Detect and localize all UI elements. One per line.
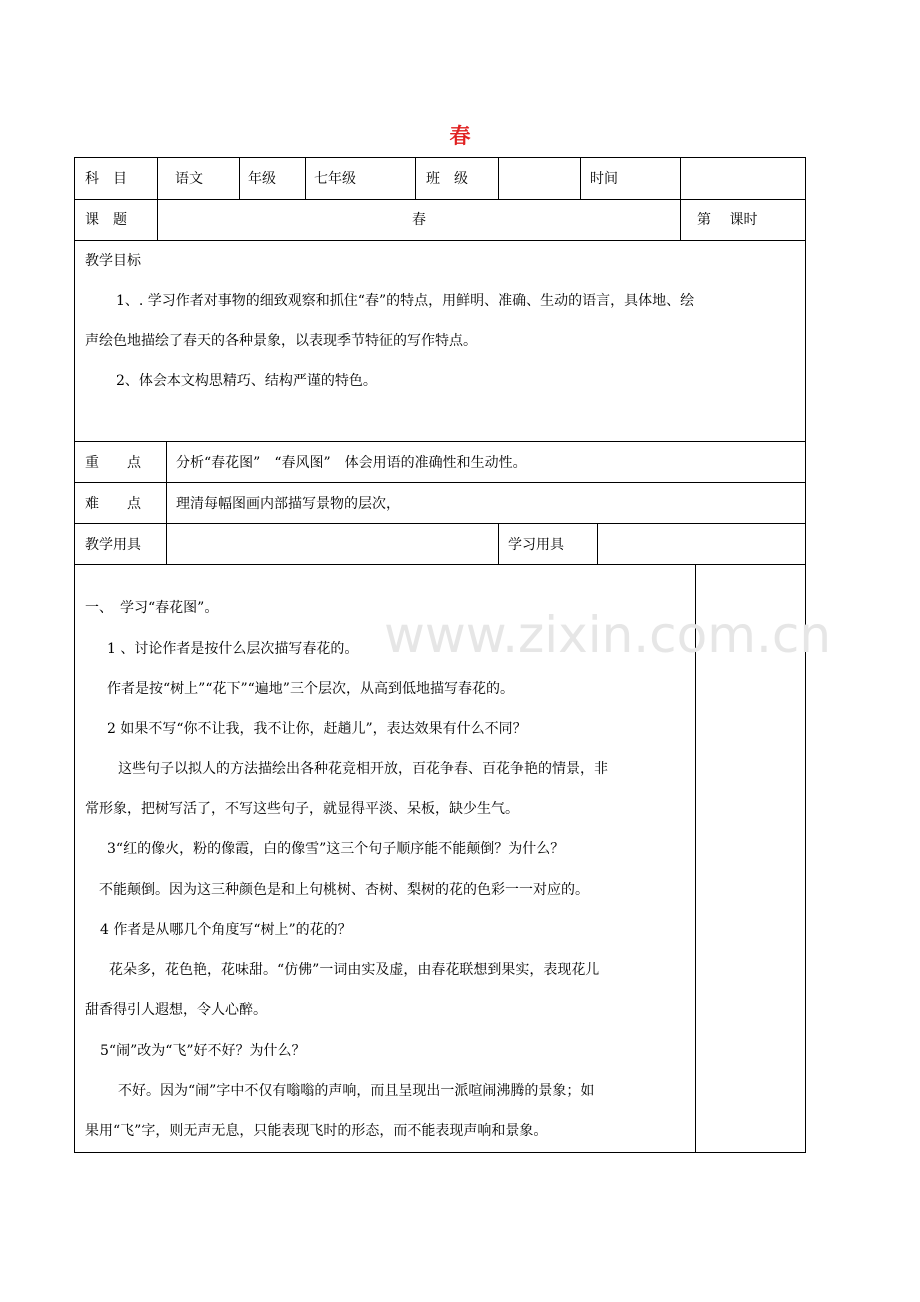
body-line: 2 如果不写“你不让我，我不让你，赶趟儿”，表达效果有什么不同？ — [107, 721, 527, 737]
grade-value: 七年级 — [314, 171, 356, 187]
time-label: 时间 — [590, 171, 618, 187]
document-title: 春 — [449, 123, 471, 148]
row-divider — [74, 441, 806, 442]
key-point-value: 分析“春花图” “春风图” 体会用语的准确性和生动性。 — [176, 455, 527, 471]
cell-divider — [305, 157, 306, 199]
cell-divider — [415, 157, 416, 199]
grade-label: 年级 — [248, 171, 276, 187]
key-point-label: 重 点 — [85, 455, 141, 471]
goal-line: 1、. 学习作者对事物的细致观察和抓住“春”的特点，用鲜明、准确、生动的语言，具体地、绘 — [116, 293, 695, 309]
goals-heading: 教学目标 — [85, 253, 141, 269]
cell-divider — [157, 199, 158, 240]
body-line: 甜香得引人遐想，令人心醉。 — [85, 1002, 267, 1018]
body-line: 花朵多，花色艳，花味甜。“仿佛”一词由实及虚，由春花联想到果实，表现花儿 — [109, 962, 600, 978]
cell-divider — [157, 157, 158, 199]
learning-tools-label: 学习用具 — [508, 537, 564, 553]
goal-line: 2、体会本文构思精巧、结构严谨的特色。 — [116, 373, 377, 389]
body-line: 这些句子以拟人的方法描绘出各种花竞相开放，百花争春、百花争艳的情景，非 — [118, 761, 608, 777]
body-line: 4 作者是从哪几个角度写“树上”的花的？ — [100, 922, 352, 938]
difficulty-label: 难 点 — [85, 496, 141, 512]
row-divider — [74, 564, 806, 565]
body-line: 不能颠倒。因为这三种颜色是和上句桃树、杏树、梨树的花的色彩一一对应的。 — [99, 882, 589, 898]
cell-divider — [166, 523, 167, 564]
cell-divider — [680, 157, 681, 199]
body-line: 5“闹”改为“飞”好不好？为什么？ — [100, 1043, 306, 1059]
body-line: 常形象，把树写活了，不写这些句子，就显得平淡、呆板，缺少生气。 — [85, 801, 519, 817]
body-line: 不好。因为“闹”字中不仅有嗡嗡的声响，而且呈现出一派喧闹沸腾的景象；如 — [118, 1083, 595, 1099]
topic-value: 春 — [412, 212, 426, 228]
teaching-tools-label: 教学用具 — [85, 537, 141, 553]
cell-divider — [498, 157, 499, 199]
class-label: 班 级 — [426, 171, 468, 187]
cell-divider — [498, 523, 499, 564]
row-divider — [74, 523, 806, 524]
goal-line: 声绘色地描绘了春天的各种景象，以表现季节特征的写作特点。 — [85, 333, 477, 349]
cell-divider — [680, 199, 681, 240]
subject-value: 语文 — [175, 171, 203, 187]
cell-divider — [580, 157, 581, 199]
subject-label: 科 目 — [85, 171, 127, 187]
body-line: 3“红的像火，粉的像霞，白的像雪”这三个句子顺序能不能颠倒？为什么？ — [107, 841, 565, 857]
topic-label: 课 题 — [85, 212, 127, 228]
row-divider — [74, 199, 806, 200]
cell-divider — [239, 157, 240, 199]
row-divider — [74, 482, 806, 483]
difficulty-value: 理清每幅图画内部描写景物的层次， — [176, 496, 400, 512]
body-line: 作者是按“树上”“花下”“遍地”三个层次，从高到低地描写春花的。 — [107, 681, 514, 697]
row-divider — [74, 240, 806, 241]
body-line: 一、 学习“春花图”。 — [85, 600, 219, 616]
period-label: 第 课时 — [697, 212, 758, 228]
cell-divider — [597, 523, 598, 564]
cell-divider — [166, 441, 167, 523]
body-line: 1 、讨论作者是按什么层次描写春花的。 — [107, 641, 359, 657]
watermark: www.zixin.com.cn — [384, 606, 832, 664]
body-line: 果用“飞”字，则无声无息，只能表现飞时的形态，而不能表现声响和景象。 — [85, 1123, 548, 1139]
